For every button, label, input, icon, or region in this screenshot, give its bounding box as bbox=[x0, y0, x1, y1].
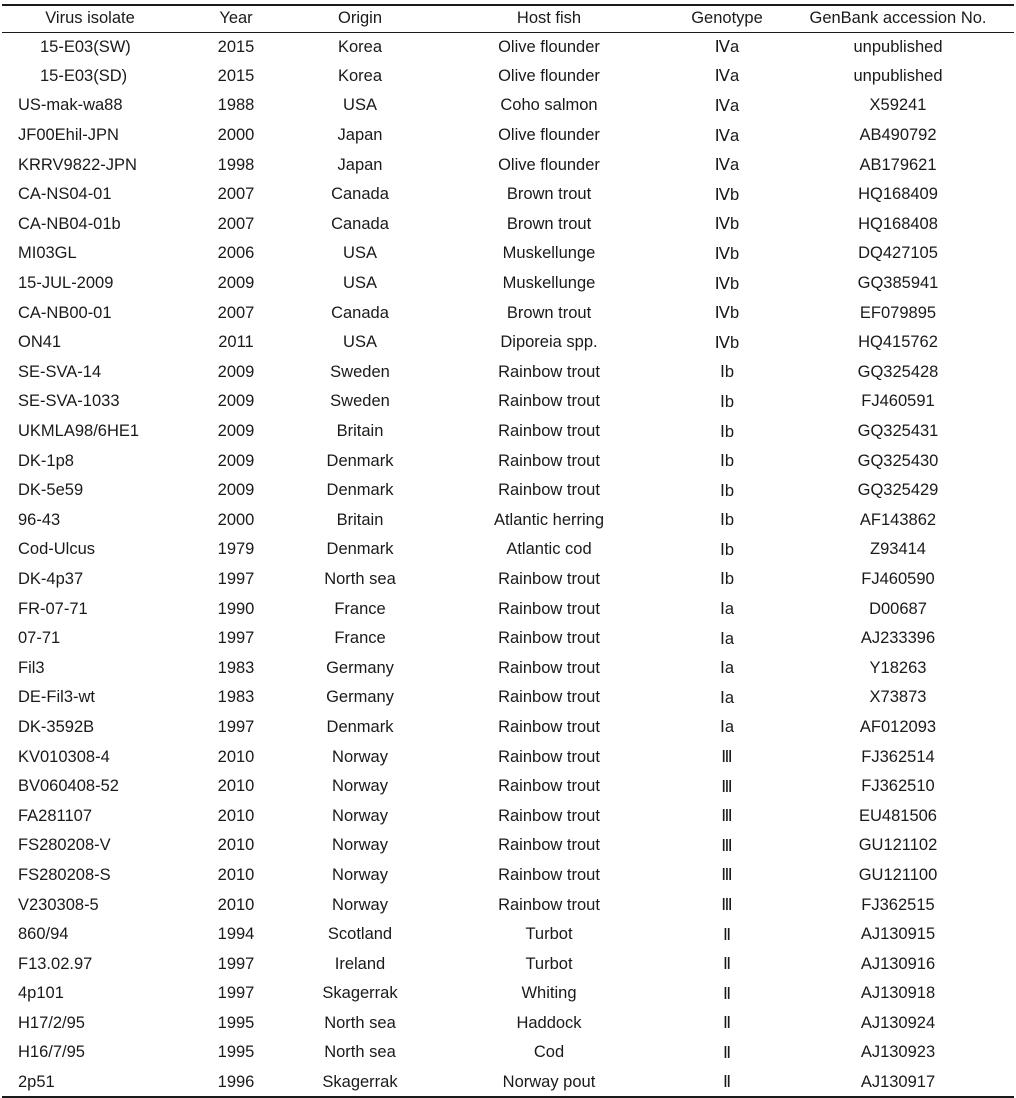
cell-year: 2007 bbox=[217, 185, 255, 204]
cell-host-fish: Olive flounder bbox=[498, 66, 600, 85]
cell-genbank-accession: AJ130916 bbox=[860, 954, 936, 973]
cell-host-fish: Whiting bbox=[521, 984, 577, 1003]
cell-origin: Japan bbox=[337, 155, 383, 174]
cell-genotype: Ⅰb bbox=[719, 570, 735, 589]
cell-year: 2010 bbox=[217, 895, 255, 914]
cell-genbank-accession: AJ130924 bbox=[860, 1013, 936, 1032]
cell-host-fish: Diporeia spp. bbox=[500, 333, 598, 352]
cell-genbank-accession: AJ130918 bbox=[860, 984, 936, 1003]
cell-genbank-accession: AJ130915 bbox=[860, 925, 936, 944]
cell-genbank-accession: GQ325430 bbox=[857, 451, 939, 470]
cell-year: 2010 bbox=[217, 806, 255, 825]
table-row bbox=[2, 1038, 1014, 1068]
table-row bbox=[2, 653, 1014, 683]
cell-virus-isolate: US-mak-wa88 bbox=[18, 96, 123, 115]
cell-genotype: Ⅳb bbox=[714, 185, 740, 204]
cell-year: 1979 bbox=[217, 540, 255, 559]
cell-genotype: Ⅱ bbox=[672, 1068, 782, 1098]
cell-year: 2015 bbox=[217, 37, 255, 56]
cell-origin: Korea bbox=[337, 37, 383, 56]
cell-virus-isolate: FR-07-71 bbox=[18, 599, 88, 618]
cell-genotype: Ⅰb bbox=[719, 392, 735, 411]
cell-virus-isolate: F13.02.97 bbox=[18, 954, 93, 973]
table-row bbox=[2, 1009, 1014, 1039]
cell-genotype: Ⅲ bbox=[721, 866, 733, 885]
cell-host-fish: Rainbow trout bbox=[498, 569, 600, 588]
cell-host-fish: Rainbow trout bbox=[498, 392, 600, 411]
table-row bbox=[2, 91, 1014, 121]
table-row bbox=[2, 180, 1014, 210]
header-genotype: Genotype bbox=[672, 5, 782, 32]
cell-virus-isolate: ON41 bbox=[18, 333, 62, 352]
cell-genotype: Ⅲ bbox=[721, 807, 733, 826]
cell-virus-isolate: SE-SVA-1033 bbox=[18, 392, 120, 411]
cell-origin: Canada bbox=[331, 214, 389, 233]
table-row bbox=[2, 535, 1014, 565]
cell-genotype: Ⅳa bbox=[714, 38, 740, 57]
cell-virus-isolate: FS280208-S bbox=[18, 865, 111, 884]
cell-genbank-accession: unpublished bbox=[853, 66, 943, 85]
cell-origin: Denmark bbox=[326, 451, 394, 470]
table-row bbox=[2, 446, 1014, 476]
cell-genbank-accession: FJ460591 bbox=[861, 392, 935, 411]
table-row bbox=[2, 62, 1014, 92]
cell-genotype: Ⅰb bbox=[719, 452, 735, 471]
cell-year: 1995 bbox=[217, 1043, 255, 1062]
cell-genotype: Ⅰb bbox=[719, 511, 735, 530]
cell-origin: USA bbox=[343, 274, 377, 293]
cell-genbank-accession: D00687 bbox=[869, 599, 927, 618]
cell-year: 1997 bbox=[217, 984, 255, 1003]
cell-genotype: Ⅳa bbox=[714, 67, 740, 86]
cell-origin: France bbox=[334, 629, 386, 648]
table-row bbox=[2, 506, 1014, 536]
cell-year: 2009 bbox=[217, 481, 255, 500]
table-row bbox=[2, 801, 1014, 831]
cell-host-fish: Rainbow trout bbox=[498, 422, 600, 441]
table-row bbox=[2, 328, 1014, 358]
cell-virus-isolate: H17/2/95 bbox=[18, 1013, 85, 1032]
cell-host-fish: Cod bbox=[533, 1043, 565, 1062]
cell-genbank-accession: GQ325428 bbox=[857, 362, 939, 381]
cell-year: 2011 bbox=[218, 333, 254, 352]
cell-origin: Britain bbox=[336, 422, 384, 441]
table-row bbox=[2, 565, 1014, 595]
cell-genbank-accession: AJ233396 bbox=[860, 629, 936, 648]
cell-origin: Norway bbox=[332, 865, 388, 884]
cell-host-fish: Atlantic herring bbox=[493, 510, 605, 529]
cell-virus-isolate: KV010308-4 bbox=[18, 747, 110, 766]
cell-host-fish: Rainbow trout bbox=[498, 806, 600, 825]
cell-year: 2000 bbox=[217, 126, 255, 145]
cell-genbank-accession: HQ168408 bbox=[858, 214, 938, 233]
cell-genbank-accession: GU121102 bbox=[858, 836, 938, 855]
table-row bbox=[2, 210, 1014, 240]
cell-year: 1997 bbox=[217, 954, 255, 973]
cell-genbank-accession: X59241 bbox=[869, 96, 927, 115]
header-year: Year bbox=[178, 5, 294, 32]
table-row bbox=[2, 1068, 1014, 1098]
cell-virus-isolate: 15-E03(SD) bbox=[40, 66, 128, 85]
cell-year: 2009 bbox=[217, 451, 255, 470]
cell-year: 2006 bbox=[217, 244, 255, 263]
cell-origin: Denmark bbox=[326, 717, 394, 736]
cell-genbank-accession: FJ362510 bbox=[861, 777, 935, 796]
header-origin: Origin bbox=[294, 5, 426, 32]
cell-genotype: Ⅰb bbox=[719, 540, 735, 559]
cell-genbank-accession: GU121100 bbox=[858, 865, 938, 884]
cell-genbank-accession: Z93414 bbox=[870, 540, 926, 559]
cell-origin: Sweden bbox=[330, 362, 390, 381]
cell-genbank-accession: FJ362515 bbox=[861, 895, 935, 914]
table-row bbox=[2, 920, 1014, 950]
cell-host-fish: Atlantic cod bbox=[506, 540, 592, 559]
table-row bbox=[2, 32, 1014, 62]
cell-host-fish: Brown trout bbox=[506, 303, 592, 322]
cell-genotype: Ⅱ bbox=[722, 1014, 732, 1033]
cell-genbank-accession: AB179621 bbox=[859, 155, 937, 174]
cell-virus-isolate: FA281107 bbox=[18, 806, 93, 825]
cell-virus-isolate: BV060408-52 bbox=[18, 777, 119, 796]
cell-virus-isolate: 07-71 bbox=[18, 629, 61, 648]
cell-origin: Denmark bbox=[326, 540, 394, 559]
cell-host-fish: Rainbow trout bbox=[498, 777, 600, 796]
cell-virus-isolate: DK-3592B bbox=[18, 717, 95, 736]
cell-virus-isolate: 15-E03(SW) bbox=[40, 37, 131, 56]
cell-host-fish: Haddock bbox=[516, 1013, 582, 1032]
cell-origin: Sweden bbox=[330, 392, 390, 411]
table-row bbox=[2, 476, 1014, 506]
cell-origin: Korea bbox=[337, 66, 383, 85]
cell-genbank-accession: AB490792 bbox=[859, 126, 937, 145]
cell-origin: North sea bbox=[324, 1043, 396, 1062]
cell-year: 2015 bbox=[217, 66, 255, 85]
cell-host-fish: Brown trout bbox=[506, 185, 592, 204]
cell-virus-isolate: SE-SVA-14 bbox=[18, 362, 102, 381]
cell-genotype: Ⅲ bbox=[721, 777, 733, 796]
table-row bbox=[2, 831, 1014, 861]
cell-genotype: Ⅲ bbox=[721, 896, 733, 915]
table-row bbox=[2, 624, 1014, 654]
cell-genbank-accession: AJ130917 bbox=[782, 1068, 1014, 1098]
cell-origin: Skagerrak bbox=[294, 1068, 426, 1098]
cell-virus-isolate: 860/94 bbox=[18, 925, 69, 944]
cell-genbank-accession: FJ460590 bbox=[861, 569, 935, 588]
cell-genotype: Ⅰa bbox=[719, 600, 735, 619]
cell-host-fish: Rainbow trout bbox=[498, 717, 600, 736]
cell-origin: Scotland bbox=[327, 925, 393, 944]
cell-origin: Ireland bbox=[334, 954, 386, 973]
cell-genotype: Ⅱ bbox=[722, 984, 732, 1003]
cell-host-fish: Rainbow trout bbox=[498, 599, 600, 618]
cell-genotype: Ⅰa bbox=[719, 718, 735, 737]
cell-genbank-accession: HQ168409 bbox=[858, 185, 938, 204]
cell-host-fish: Rainbow trout bbox=[498, 836, 600, 855]
cell-host-fish: Olive flounder bbox=[498, 155, 600, 174]
cell-virus-isolate: H16/7/95 bbox=[18, 1043, 85, 1062]
cell-year: 2000 bbox=[217, 510, 255, 529]
cell-genotype: Ⅱ bbox=[722, 955, 732, 974]
cell-host-fish: Rainbow trout bbox=[498, 451, 600, 470]
cell-host-fish: Rainbow trout bbox=[498, 629, 600, 648]
table-row bbox=[2, 121, 1014, 151]
cell-genbank-accession: X73873 bbox=[869, 688, 927, 707]
cell-virus-isolate: DK-1p8 bbox=[18, 451, 74, 470]
cell-genbank-accession: FJ362514 bbox=[861, 747, 935, 766]
cell-year: 2009 bbox=[217, 422, 255, 441]
cell-origin: Denmark bbox=[326, 481, 394, 500]
table-row bbox=[2, 239, 1014, 269]
cell-origin: Japan bbox=[337, 126, 383, 145]
cell-genotype: Ⅲ bbox=[721, 836, 733, 855]
cell-year: 1990 bbox=[217, 599, 255, 618]
cell-genbank-accession: HQ415762 bbox=[858, 333, 938, 352]
cell-year: 1997 bbox=[217, 717, 255, 736]
cell-host-fish: Olive flounder bbox=[498, 37, 600, 56]
cell-year: 1994 bbox=[217, 925, 255, 944]
cell-genbank-accession: GQ325429 bbox=[857, 481, 939, 500]
cell-host-fish: Rainbow trout bbox=[498, 865, 600, 884]
cell-genotype: Ⅳb bbox=[714, 244, 740, 263]
cell-host-fish: Turbot bbox=[525, 925, 573, 944]
cell-origin: North sea bbox=[324, 569, 396, 588]
cell-year: 1997 bbox=[217, 569, 255, 588]
cell-year: 2009 bbox=[217, 362, 255, 381]
cell-virus-isolate: Cod-Ulcus bbox=[18, 540, 96, 559]
cell-virus-isolate: DK-5e59 bbox=[18, 481, 84, 500]
table-row bbox=[2, 150, 1014, 180]
cell-host-fish: Muskellunge bbox=[502, 274, 596, 293]
cell-genbank-accession: AF012093 bbox=[859, 717, 937, 736]
cell-genotype: Ⅳa bbox=[714, 126, 740, 145]
cell-year: 1988 bbox=[217, 96, 255, 115]
cell-virus-isolate: CA-NB04-01b bbox=[18, 214, 121, 233]
cell-origin: USA bbox=[343, 96, 377, 115]
header-row bbox=[2, 5, 1014, 32]
cell-genbank-accession: Y18263 bbox=[869, 658, 927, 677]
cell-origin: Germany bbox=[326, 658, 394, 677]
cell-origin: France bbox=[334, 599, 386, 618]
cell-year: 2010 bbox=[217, 777, 255, 796]
virus-isolate-table bbox=[2, 4, 1014, 1098]
cell-genotype: Ⅰa bbox=[719, 659, 735, 678]
cell-origin: North sea bbox=[324, 1013, 396, 1032]
cell-year: 1995 bbox=[217, 1013, 255, 1032]
cell-genotype: Ⅳb bbox=[714, 304, 740, 323]
cell-genotype: Ⅰb bbox=[719, 422, 735, 441]
table-row bbox=[2, 979, 1014, 1009]
table-row bbox=[2, 594, 1014, 624]
cell-origin: Canada bbox=[331, 303, 389, 322]
cell-genbank-accession: AJ130923 bbox=[860, 1043, 936, 1062]
cell-host-fish: Rainbow trout bbox=[498, 658, 600, 677]
cell-genbank-accession: GQ325431 bbox=[857, 422, 939, 441]
cell-origin: Britain bbox=[336, 510, 384, 529]
table-row bbox=[2, 772, 1014, 802]
cell-genotype: Ⅳb bbox=[714, 274, 740, 293]
table-row bbox=[2, 417, 1014, 447]
cell-virus-isolate: UKMLA98/6HE1 bbox=[18, 422, 140, 441]
cell-year: 2010 bbox=[217, 865, 255, 884]
cell-year: 1983 bbox=[217, 688, 255, 707]
table-row bbox=[2, 683, 1014, 713]
cell-host-fish: Norway pout bbox=[426, 1068, 672, 1098]
cell-virus-isolate: FS280208-V bbox=[18, 836, 111, 855]
cell-year: 1983 bbox=[217, 658, 255, 677]
header-genbank-accession: GenBank accession No. bbox=[782, 5, 1014, 32]
cell-virus-isolate: V230308-5 bbox=[18, 895, 99, 914]
cell-genbank-accession: GQ385941 bbox=[857, 274, 939, 293]
table-row bbox=[2, 269, 1014, 299]
cell-origin: Norway bbox=[332, 747, 388, 766]
cell-host-fish: Muskellunge bbox=[502, 244, 596, 263]
cell-genbank-accession: EU481506 bbox=[859, 806, 937, 825]
cell-year: 2007 bbox=[217, 214, 255, 233]
cell-origin: Norway bbox=[332, 806, 388, 825]
cell-origin: Germany bbox=[326, 688, 394, 707]
cell-virus-isolate: 4p101 bbox=[18, 984, 64, 1003]
cell-virus-isolate: 15-JUL-2009 bbox=[18, 274, 114, 293]
cell-origin: Canada bbox=[331, 185, 389, 204]
table-body bbox=[2, 32, 1014, 1097]
cell-genotype: Ⅳa bbox=[714, 96, 740, 115]
cell-year: 1996 bbox=[178, 1068, 294, 1098]
table-row bbox=[2, 949, 1014, 979]
cell-year: 2010 bbox=[217, 747, 255, 766]
cell-host-fish: Rainbow trout bbox=[498, 481, 600, 500]
table-row bbox=[2, 713, 1014, 743]
cell-host-fish: Brown trout bbox=[506, 214, 592, 233]
cell-genbank-accession: unpublished bbox=[853, 37, 943, 56]
cell-genotype: Ⅳb bbox=[714, 215, 740, 234]
cell-virus-isolate: 96-43 bbox=[18, 510, 61, 529]
header-host-fish: Host fish bbox=[426, 5, 672, 32]
isolate-table-container bbox=[2, 4, 1014, 1098]
table-row bbox=[2, 298, 1014, 328]
cell-virus-isolate: 2p51 bbox=[2, 1068, 178, 1098]
header-virus-isolate: Virus isolate bbox=[2, 5, 178, 32]
cell-genbank-accession: EF079895 bbox=[859, 303, 937, 322]
cell-host-fish: Rainbow trout bbox=[498, 895, 600, 914]
cell-host-fish: Rainbow trout bbox=[498, 747, 600, 766]
cell-year: 2010 bbox=[217, 836, 255, 855]
cell-genotype: Ⅱ bbox=[722, 925, 732, 944]
cell-genotype: Ⅰa bbox=[719, 688, 735, 707]
table-row bbox=[2, 742, 1014, 772]
cell-genbank-accession: AF143862 bbox=[859, 510, 937, 529]
cell-virus-isolate: KRRV9822-JPN bbox=[18, 155, 137, 174]
cell-origin: USA bbox=[343, 244, 377, 263]
cell-virus-isolate: DE-Fil3-wt bbox=[18, 688, 95, 707]
table-row bbox=[2, 387, 1014, 417]
cell-genotype: Ⅳa bbox=[714, 156, 740, 175]
cell-host-fish: Coho salmon bbox=[500, 96, 598, 115]
cell-genbank-accession: DQ427105 bbox=[858, 244, 938, 263]
cell-genotype: Ⅰb bbox=[719, 363, 735, 382]
cell-year: 2009 bbox=[217, 392, 255, 411]
cell-host-fish: Olive flounder bbox=[498, 126, 600, 145]
cell-origin: Norway bbox=[332, 777, 388, 796]
cell-genotype: Ⅲ bbox=[721, 748, 733, 767]
cell-host-fish: Rainbow trout bbox=[498, 362, 600, 381]
cell-origin: Skagerrak bbox=[322, 984, 398, 1003]
cell-virus-isolate: CA-NB00-01 bbox=[18, 303, 112, 322]
cell-origin: USA bbox=[343, 333, 377, 352]
cell-origin: Norway bbox=[332, 895, 388, 914]
cell-genotype: Ⅰa bbox=[719, 629, 735, 648]
cell-year: 1997 bbox=[217, 629, 255, 648]
cell-year: 2009 bbox=[217, 274, 255, 293]
cell-host-fish: Rainbow trout bbox=[498, 688, 600, 707]
cell-virus-isolate: JF00Ehil-JPN bbox=[18, 126, 119, 145]
cell-virus-isolate: MI03GL bbox=[18, 244, 77, 263]
cell-year: 1998 bbox=[217, 155, 255, 174]
cell-virus-isolate: DK-4p37 bbox=[18, 569, 84, 588]
cell-origin: Norway bbox=[332, 836, 388, 855]
cell-genotype: Ⅰb bbox=[719, 481, 735, 500]
table-row bbox=[2, 890, 1014, 920]
table-row bbox=[2, 358, 1014, 388]
cell-genotype: Ⅱ bbox=[722, 1043, 732, 1062]
cell-host-fish: Turbot bbox=[525, 954, 573, 973]
cell-virus-isolate: CA-NS04-01 bbox=[18, 185, 112, 204]
cell-virus-isolate: Fil3 bbox=[18, 658, 45, 677]
cell-genotype: Ⅳb bbox=[714, 333, 740, 352]
table-row bbox=[2, 861, 1014, 891]
table-header bbox=[2, 5, 1014, 32]
cell-year: 2007 bbox=[217, 303, 255, 322]
